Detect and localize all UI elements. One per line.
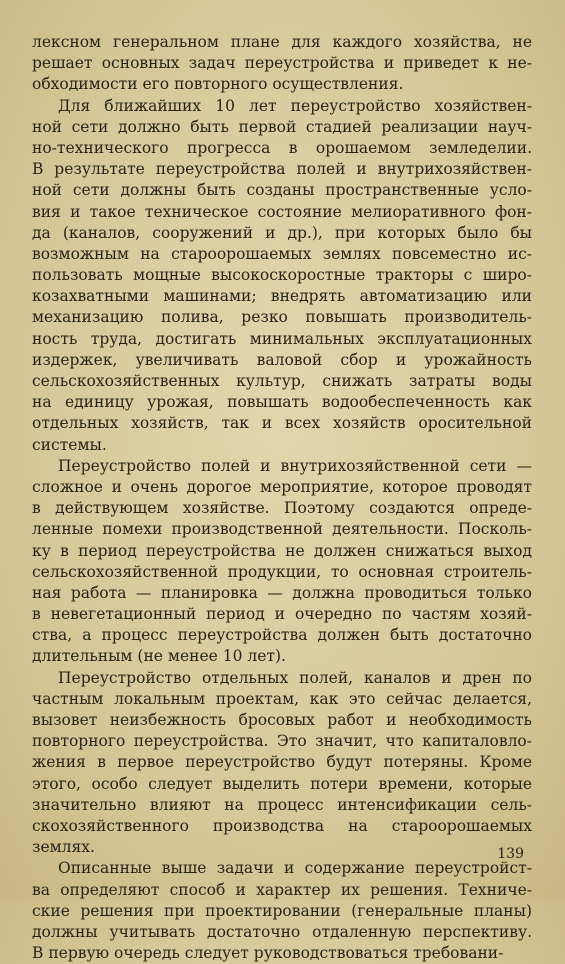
text-line: ва определяют способ и характер их решения. Техниче- [32,880,532,899]
text-line: Переустройство отдельных полей, каналов и дрен по [58,668,532,687]
text-line: издержек, увеличивать валовой сбор и урожайность [32,350,532,369]
text-line: сложное и очень дорогое мероприятие, которое проводят [32,477,532,496]
text-line: пользовать мощные высокоскоростные тракторы с широ- [32,266,532,285]
text-line: решает основных задач переустройства и приведет к не- [32,54,532,73]
page-number: 139 [497,846,524,862]
text-line: возможным на староорошаемых землях повсеместно ис- [32,244,532,263]
text-line: этого, особо следует выделить потери времени, которые [32,774,532,793]
text-line: да (каналов, сооружений и др.), при которых было бы [32,223,532,242]
text-line: но-технического прогресса в орошаемом земледелии. [32,138,532,157]
text-line: ства, а процесс переустройства должен быть достаточно [32,626,532,645]
text-line: сельскохозяйственной продукции, то основная строитель- [32,562,532,581]
text-line: должны учитывать достаточно отдаленную перспективу. [32,922,532,941]
text-line: вия и такое техническое состояние мелиоративного фон- [32,202,532,221]
text-line: жения в первое переустройство будут потеряны. Кроме [32,753,532,772]
text-line: лексном генеральном плане для каждого хозяйства, не [32,33,532,51]
text-line: ские решения при проектировании (генеральные планы) [32,901,532,920]
text-line: Переустройство полей и внутрихозяйственной сети — [58,456,532,475]
text-line: козахватными машинами; внедрять автоматизацию или [32,287,532,306]
text-line: механизацию полива, резко повышать производитель- [32,308,532,327]
text-line: системы. [32,435,107,454]
text-line: на единицу урожая, повышать водообеспеченность как [32,393,532,412]
text-line: отдельных хозяйств, так и всех хозяйств оросительной [32,414,532,433]
text-line: ность труда, достигать минимальных эксплуатационных [32,329,532,348]
text-line: ленные помехи производственной деятельности. Посколь- [32,520,532,539]
text-line: сельскохозяйственных культур, снижать затраты воды [32,372,532,391]
text-line: ной сети должны быть созданы пространственные усло- [32,181,532,200]
text-line: длительным (не менее 10 лет). [32,647,286,666]
text-line: в действующем хозяйстве. Поэтому создаются опреде- [32,499,532,518]
text-line: В результате переустройства полей и внутрихозяйствен- [32,160,532,179]
text-line: ной сети должно быть первой стадией реализации науч- [32,117,532,136]
text-line: ку в период переустройства не должен снижаться выход [32,541,532,560]
text-line: вызовет неизбежность бросовых работ и необходимость [32,711,532,730]
body-text [32,32,532,964]
text-line: в невегетационный период и очередно по частям хозяй- [32,605,532,624]
text-line: скохозяйственного производства на староорошаемых [32,816,532,835]
text-line: повторного переустройства. Это значит, что капиталовло- [32,732,532,751]
text-line: землях. [32,838,95,857]
text-line: В первую очередь следует руководствоваться требовани- [32,944,504,963]
text-line: частным локальным проектам, как это сейчас делается, [32,689,532,708]
text-line: значительно влияют на процесс интенсификации сель- [32,795,532,814]
text-line: Описанные выше задачи и содержание переустройст- [58,859,532,878]
text-line: Для ближайших 10 лет переустройство хозяйствен- [58,96,532,115]
text-line: обходимости его повторного осуществления. [32,75,404,94]
text-line: ная работа — планировка — должна проводиться только [32,583,532,602]
